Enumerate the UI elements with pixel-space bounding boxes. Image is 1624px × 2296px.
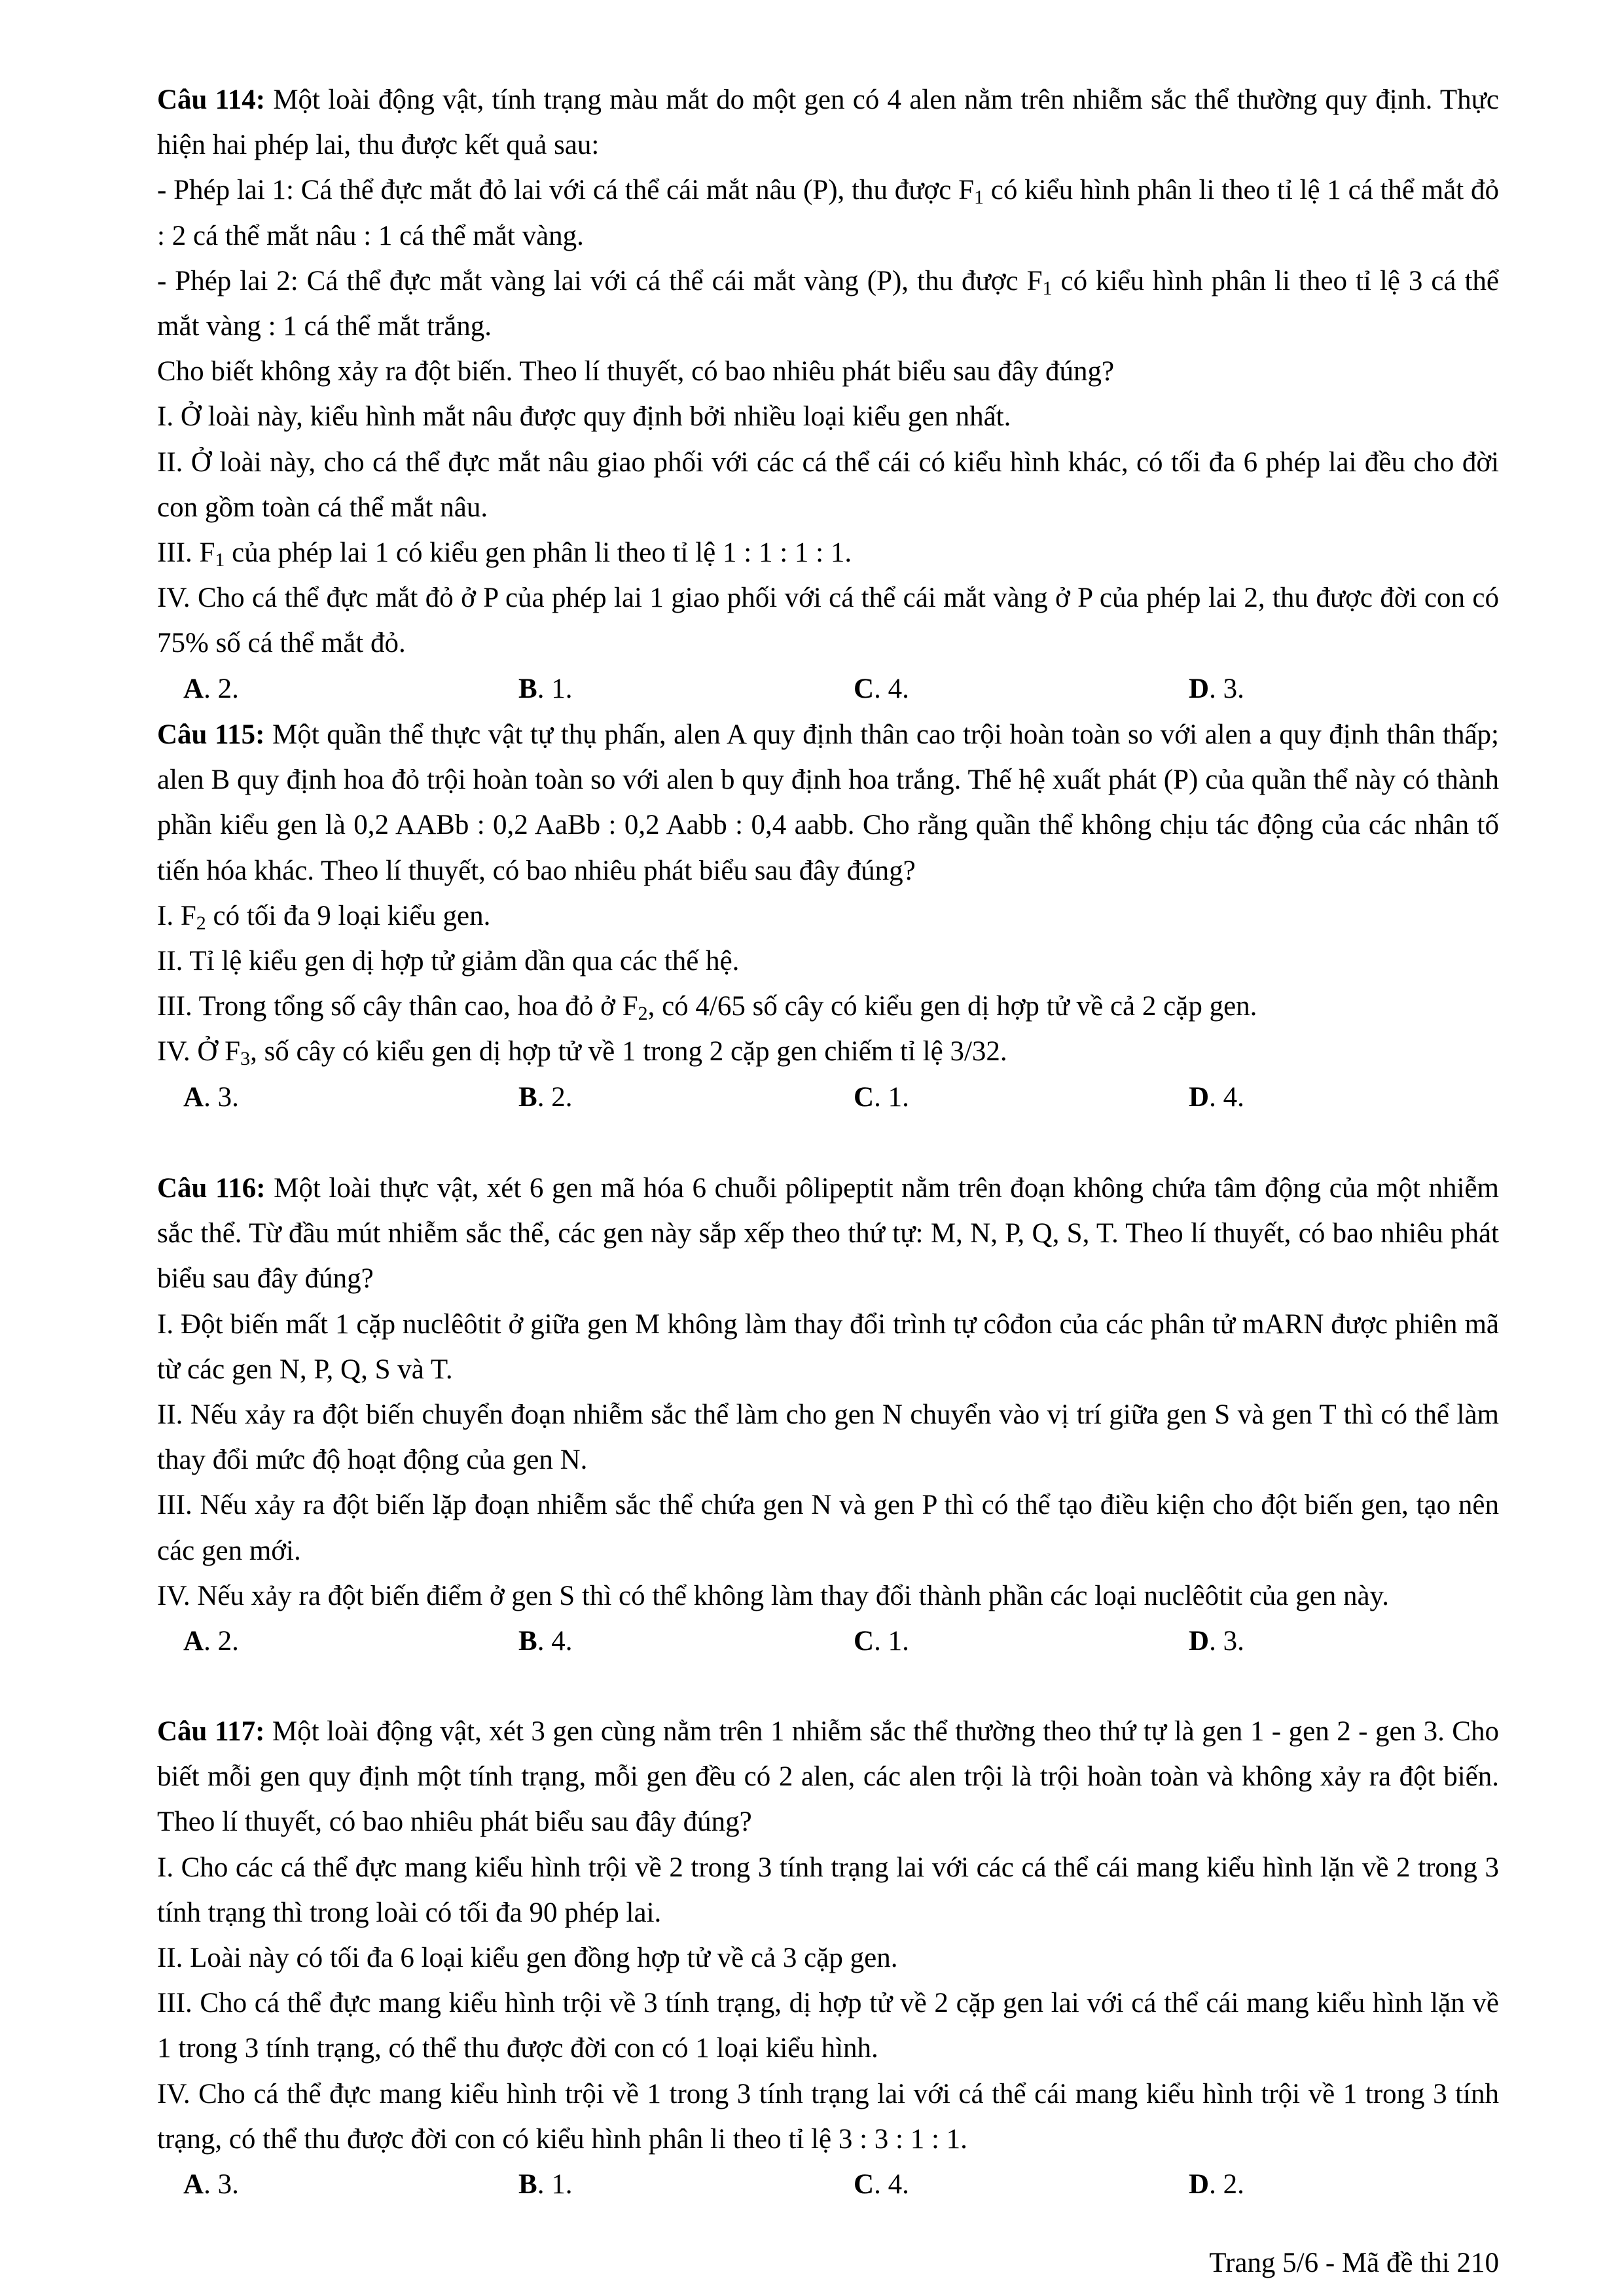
question-intro [157, 1709, 1499, 1845]
answer-letter: B [518, 1626, 537, 1657]
question-title: Câu 114: [157, 84, 266, 115]
statement-2: II. Ở loài này, cho cá thể đực mắt nâu giao phối với các cá thể cái có kiểu hình khác, có tối đa 6 phép lai đều cho đời con gồm toàn cá thể mắt nâu. [157, 446, 1499, 523]
answer-value: . 1. [537, 2169, 573, 2200]
subscript: 3 [240, 1048, 251, 1070]
statement-3-text-end: của phép lai 1 có kiểu gen phân li theo tỉ lệ 1 : 1 : 1 : 1. [225, 537, 852, 569]
cross-2-text-end: có kiểu hình phân li theo tỉ lệ 3 cá thể mắt vàng : 1 cá thể mắt trắng. [157, 265, 1499, 342]
statement-4: IV. Nếu xảy ra đột biến điểm ở gen S thì có thể không làm thay đổi thành phần các loại nuclêôtit của gen này. [157, 1580, 1389, 1611]
answer-value: . 4. [874, 2169, 909, 2200]
answer-option-c[interactable] [827, 2162, 1163, 2207]
subscript: 2 [638, 1003, 648, 1025]
answer-option-b[interactable] [492, 1619, 827, 1664]
question-text: Một loài động vật, xét 3 gen cùng nằm trên 1 nhiễm sắc thể thường theo thứ tự là gen 1 - gen 2 - gen 3. Cho biết mỗi gen quy định một tính trạng, mỗi gen đều có 2 alen, các alen trội là trội hoàn toàn và không xảy ra đột biến. Theo lí thuyết, có bao nhiêu phát biểu sau đây đúng? [157, 1716, 1499, 1838]
answer-option-b[interactable] [492, 666, 827, 711]
answer-option-d[interactable] [1163, 666, 1498, 711]
statement-2: II. Tỉ lệ kiểu gen dị hợp tử giảm dần qua các thế hệ. [157, 946, 740, 977]
statement-1-text-end: có tối đa 9 loại kiểu gen. [206, 900, 491, 931]
answer-letter: B [518, 2169, 537, 2200]
page-footer: Trang 5/6 - Mã đề thi 210 [1209, 2248, 1499, 2278]
answer-letter: D [1189, 2169, 1210, 2200]
statement-1: I. Cho các cá thể đực mang kiểu hình trội về 2 trong 3 tính trạng lai với các cá thể cái mang kiểu hình lặn về 2 trong 3 tính trạng thì trong loài có tối đa 90 phép lai. [157, 1852, 1499, 1928]
answer-options [157, 2162, 1499, 2207]
answer-value: . 2. [204, 673, 239, 704]
answer-letter: A [183, 673, 204, 704]
answer-value: . 2. [1209, 2169, 1244, 2200]
answer-option-d[interactable] [1163, 1619, 1498, 1664]
answer-option-a[interactable] [157, 666, 492, 711]
answer-option-a[interactable] [157, 1075, 492, 1120]
statement-1 [157, 893, 1499, 939]
answer-option-c[interactable] [827, 666, 1163, 711]
answer-value: . 3. [1209, 673, 1244, 704]
answer-value: . 4. [1209, 1081, 1244, 1113]
cross-1 [157, 168, 1499, 258]
cross-2 [157, 259, 1499, 349]
answer-options [157, 666, 1499, 711]
statement-3-text: III. F [157, 537, 215, 569]
statement-1: I. Đột biến mất 1 cặp nuclêôtit ở giữa gen M không làm thay đổi trình tự côđon của các phân tử mARN được phiên mã từ các gen N, P, Q, S và T. [157, 1308, 1499, 1385]
subscript: 2 [196, 912, 206, 934]
subscript: 1 [215, 549, 225, 571]
answer-value: . 1. [874, 1626, 909, 1657]
statement-3-text-end: , có 4/65 số cây có kiểu gen dị hợp tử về cả 2 cặp gen. [647, 991, 1257, 1022]
answer-option-b[interactable] [492, 1075, 827, 1120]
answer-option-c[interactable] [827, 1075, 1163, 1120]
statement-4 [157, 1029, 1499, 1074]
answer-value: . 1. [874, 1081, 909, 1113]
subscript: 1 [1042, 277, 1053, 299]
answer-options [157, 1075, 1499, 1120]
statement-2: II. Loài này có tối đa 6 loại kiểu gen đồng hợp tử về cả 3 cặp gen. [157, 1943, 898, 1974]
question-intro [157, 712, 1499, 893]
answer-letter: B [518, 1081, 537, 1113]
answer-letter: C [854, 2169, 875, 2200]
statement-2: II. Nếu xảy ra đột biến chuyển đoạn nhiễm sắc thể làm cho gen N chuyển vào vị trí giữa gen S và gen T thì có thể làm thay đổi mức độ hoạt động của gen N. [157, 1399, 1499, 1476]
question-intro [157, 1166, 1499, 1302]
question-text: Một loài thực vật, xét 6 gen mã hóa 6 chuỗi pôlipeptit nằm trên đoạn không chứa tâm động của một nhiễm sắc thể. Từ đầu mút nhiễm sắc thể, các gen này sắp xếp theo thứ tự: M, N, P, Q, S, T. Theo lí thuyết, có bao nhiêu phát biểu sau đây đúng? [157, 1173, 1499, 1295]
answer-letter: C [854, 1081, 875, 1113]
answer-value: . 3. [204, 1081, 239, 1113]
statement-3: III. Nếu xảy ra đột biến lặp đoạn nhiễm sắc thể chứa gen N và gen P thì có thể tạo điều kiện cho đột biến gen, tạo nên các gen mới. [157, 1490, 1499, 1566]
statement-3 [157, 530, 1499, 575]
question-114 [157, 77, 1499, 711]
cross-1-text: - Phép lai 1: Cá thể đực mắt đỏ lai với cá thể cái mắt nâu (P), thu được F [157, 175, 975, 206]
statement-4: IV. Cho cá thể đực mang kiểu hình trội về 1 trong 3 tính trạng lai với cá thể cái mang kiểu hình trội về 1 trong 3 tính trạng, có thể thu được đời con có kiểu hình phân li theo tỉ lệ 3 : 3 : 1 : 1. [157, 2078, 1499, 2155]
statement-4-text-end: , số cây có kiểu gen dị hợp tử về 1 trong 2 cặp gen chiếm tỉ lệ 3/32. [250, 1036, 1007, 1067]
question-intro [157, 77, 1499, 168]
statement-3-text: III. Trong tổng số cây thân cao, hoa đỏ ở F [157, 991, 638, 1022]
answer-letter: A [183, 1626, 204, 1657]
answer-letter: C [854, 1626, 875, 1657]
answer-letter: D [1189, 1626, 1210, 1657]
answer-value: . 3. [204, 2169, 239, 2200]
answer-option-c[interactable] [827, 1619, 1163, 1664]
cross-1-text-end: có kiểu hình phân li theo tỉ lệ 1 cá thể mắt đỏ : 2 cá thể mắt nâu : 1 cá thể mắt vàng. [157, 175, 1499, 251]
statement-4-text: IV. Ở F [157, 1036, 241, 1067]
answer-letter: B [518, 673, 537, 704]
statement-4: IV. Cho cá thể đực mắt đỏ ở P của phép lai 1 giao phối với cá thể cái mắt vàng ở P của phép lai 2, thu được đời con có 75% số cá thể mắt đỏ. [157, 583, 1499, 659]
cross-2-text: - Phép lai 2: Cá thể đực mắt vàng lai với cá thể cái mắt vàng (P), thu được F [157, 265, 1043, 296]
question-text: Một loài động vật, tính trạng màu mắt do một gen có 4 alen nằm trên nhiễm sắc thể thường quy định. Thực hiện hai phép lai, thu được kết quả sau: [157, 84, 1500, 161]
answer-value: . 2. [204, 1626, 239, 1657]
question-116 [157, 1166, 1499, 1664]
question-117 [157, 1709, 1499, 2207]
answer-option-b[interactable] [492, 2162, 827, 2207]
answer-value: . 1. [537, 673, 573, 704]
answer-value: . 4. [874, 673, 909, 704]
answer-value: . 3. [1209, 1626, 1244, 1657]
statement-3 [157, 984, 1499, 1029]
subscript: 1 [974, 187, 984, 209]
answer-letter: C [854, 673, 875, 704]
question-ask: Cho biết không xảy ra đột biến. Theo lí thuyết, có bao nhiêu phát biểu sau đây đúng? [157, 356, 1115, 387]
answer-option-d[interactable] [1163, 2162, 1498, 2207]
answer-letter: A [183, 1081, 204, 1113]
answer-value: . 4. [537, 1626, 573, 1657]
statement-3: III. Cho cá thể đực mang kiểu hình trội về 3 tính trạng, dị hợp tử về 2 cặp gen lai với cá thể cái mang kiểu hình lặn về 1 trong 3 tính trạng, có thể thu được đời con có 1 loại kiểu hình. [157, 1988, 1499, 2064]
answer-option-d[interactable] [1163, 1075, 1498, 1120]
answer-option-a[interactable] [157, 2162, 492, 2207]
question-text: Một quần thể thực vật tự thụ phấn, alen A quy định thân cao trội hoàn toàn so với alen a quy định thân thấp; alen B quy định hoa đỏ trội hoàn toàn so với alen b quy định hoa trắng. Thế hệ xuất phát (P) của quần thể này có thành phần kiểu gen là 0,2 AABb : 0,2 AaBb : 0,2 Aabb : 0,4 aabb. Cho rằng quần thể không chịu tác động của các nhân tố tiến hóa khác. Theo lí thuyết, có bao nhiêu phát biểu sau đây đúng? [157, 719, 1499, 886]
answer-letter: D [1189, 673, 1210, 704]
question-title: Câu 117: [157, 1716, 265, 1747]
statement-1: I. Ở loài này, kiểu hình mắt nâu được quy định bởi nhiều loại kiểu gen nhất. [157, 401, 1011, 433]
question-115 [157, 712, 1499, 1120]
answer-letter: D [1189, 1081, 1210, 1113]
answer-option-a[interactable] [157, 1619, 492, 1664]
statement-1-text: I. F [157, 900, 196, 931]
answer-value: . 2. [537, 1081, 573, 1113]
question-title: Câu 116: [157, 1173, 266, 1204]
answer-letter: A [183, 2169, 204, 2200]
answer-options [157, 1619, 1499, 1664]
question-title: Câu 115: [157, 719, 265, 750]
